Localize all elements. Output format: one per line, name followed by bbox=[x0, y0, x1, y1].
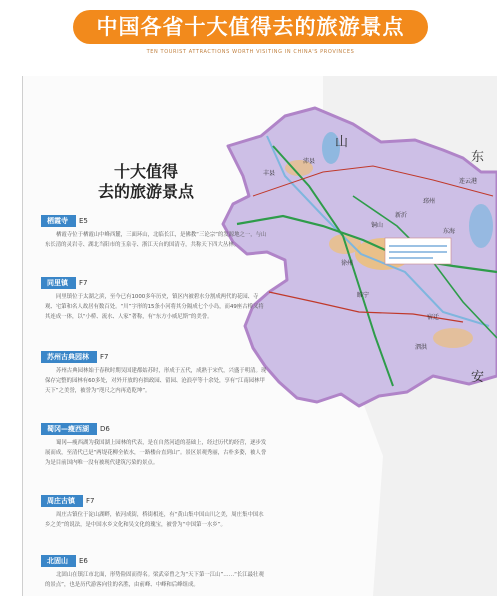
lake bbox=[469, 204, 493, 248]
grid-code: F7 bbox=[100, 353, 109, 361]
attraction-name: 同里镇 bbox=[41, 277, 76, 289]
city-label: 沛县 bbox=[303, 158, 316, 165]
city-label: 邳州 bbox=[423, 198, 436, 205]
attraction-entry bbox=[41, 344, 269, 396]
attraction-description: 同里镇位于太湖之滨，至今已有1000多年历史，镇区内被碧水分割成两代的花园、寺观、宅第和名人故居有数百处。“川”字形的15条小河将其分隔成七个小岛，而49座古桥又将其连成一体，以“小桥、流水、人家”著称，有“东方小威尼斯”的美誉。 bbox=[45, 294, 264, 320]
attraction-description: 北固山在镇江市北面，形势险固而得名。梁武帝曾之为“天下第一江山”……“长江最壮观的景点”，也是历代游客向往的名胜，由前峰、中峰和后峰组成。 bbox=[45, 572, 264, 588]
attraction-name: 苏州古典园林 bbox=[41, 351, 97, 363]
attraction-entry bbox=[41, 488, 269, 530]
map-label-an: 安 bbox=[471, 370, 485, 385]
attraction-entry bbox=[41, 270, 269, 322]
city-label: 宿迁 bbox=[427, 314, 440, 321]
city-label: 新沂 bbox=[395, 212, 408, 219]
attraction-entry bbox=[41, 416, 269, 468]
attraction-name: 蜀冈—瘦西湖 bbox=[41, 423, 97, 435]
grid-code: D6 bbox=[100, 425, 110, 433]
attraction-entry bbox=[41, 548, 269, 590]
banner-subtitle: TEN TOURIST ATTRACTIONS WORTH VISITING IN CHINA'S PROVINCES bbox=[146, 49, 355, 55]
urban-area bbox=[433, 328, 473, 348]
map-label-dong: 东 bbox=[471, 150, 485, 165]
attraction-description: 栖霞寺位于栖霞山中峰西麓，三面环山，北临长江，是佛教“三论宗”的发源地之一，与山东长清的灵岩寺、湖北当阳市的玉泉寺、浙江天台的国清寺，共称天下四大丛林。 bbox=[45, 232, 267, 248]
city-label: 铜山 bbox=[371, 222, 384, 229]
map-inset bbox=[385, 238, 451, 264]
city-label: 徐州 bbox=[341, 260, 354, 267]
city-label: 泗洪 bbox=[415, 344, 428, 351]
attraction-name: 周庄古镇 bbox=[41, 495, 83, 507]
grid-code: E5 bbox=[79, 217, 88, 225]
city-label: 丰县 bbox=[263, 170, 276, 177]
attraction-entry bbox=[41, 208, 269, 250]
title-banner: 中国各省十大值得去的旅游景点 bbox=[73, 10, 428, 44]
attraction-description: 苏州古典园林始于春秋时期吴国建都姑苏时，形成于五代，成熟于宋代，兴盛于明清。现保存完整的园林有60多处，对外开放的有拙政园、留园、沧浪亭等十余处，享有“江南园林甲天下”之美誉，被誉为“咫尺之内再造乾坤”。 bbox=[45, 368, 267, 394]
attraction-description: 周庄古镇位于淀山湖畔，依河成街，桥街相连，有“黄山集中国山川之美，周庄集中国水乡之美”的说法，是中国水乡文化和吴文化的瑰宝，被誉为“中国第一水乡”。 bbox=[45, 512, 264, 528]
attraction-name: 栖霞寺 bbox=[41, 215, 76, 227]
attraction-name: 北固山 bbox=[41, 555, 76, 567]
attraction-description: 蜀冈—瘦西湖为我国湖上园林的代表，是在自然河道的基础上，经过历代的经营，逐步发展而成，至清代已是“两堤花柳全依水，一路楼台直到山”。景区景观秀丽，古朴多姿，被人誉为是目前国内唯一没有被现代建筑污染的景点。 bbox=[45, 440, 267, 466]
grid-code: F7 bbox=[79, 279, 88, 287]
city-label: 东海 bbox=[443, 228, 456, 235]
grid-code: F7 bbox=[86, 497, 95, 505]
heading-line-1: 十大值得 bbox=[113, 162, 178, 181]
city-label: 连云港 bbox=[459, 178, 478, 185]
book-page bbox=[22, 76, 497, 596]
page-heading bbox=[81, 162, 211, 202]
city-label: 睢宁 bbox=[357, 292, 370, 299]
map-label-shan: 山 bbox=[335, 135, 349, 150]
grid-code: E6 bbox=[79, 557, 88, 565]
heading-line-2: 去的旅游景点 bbox=[97, 182, 194, 201]
